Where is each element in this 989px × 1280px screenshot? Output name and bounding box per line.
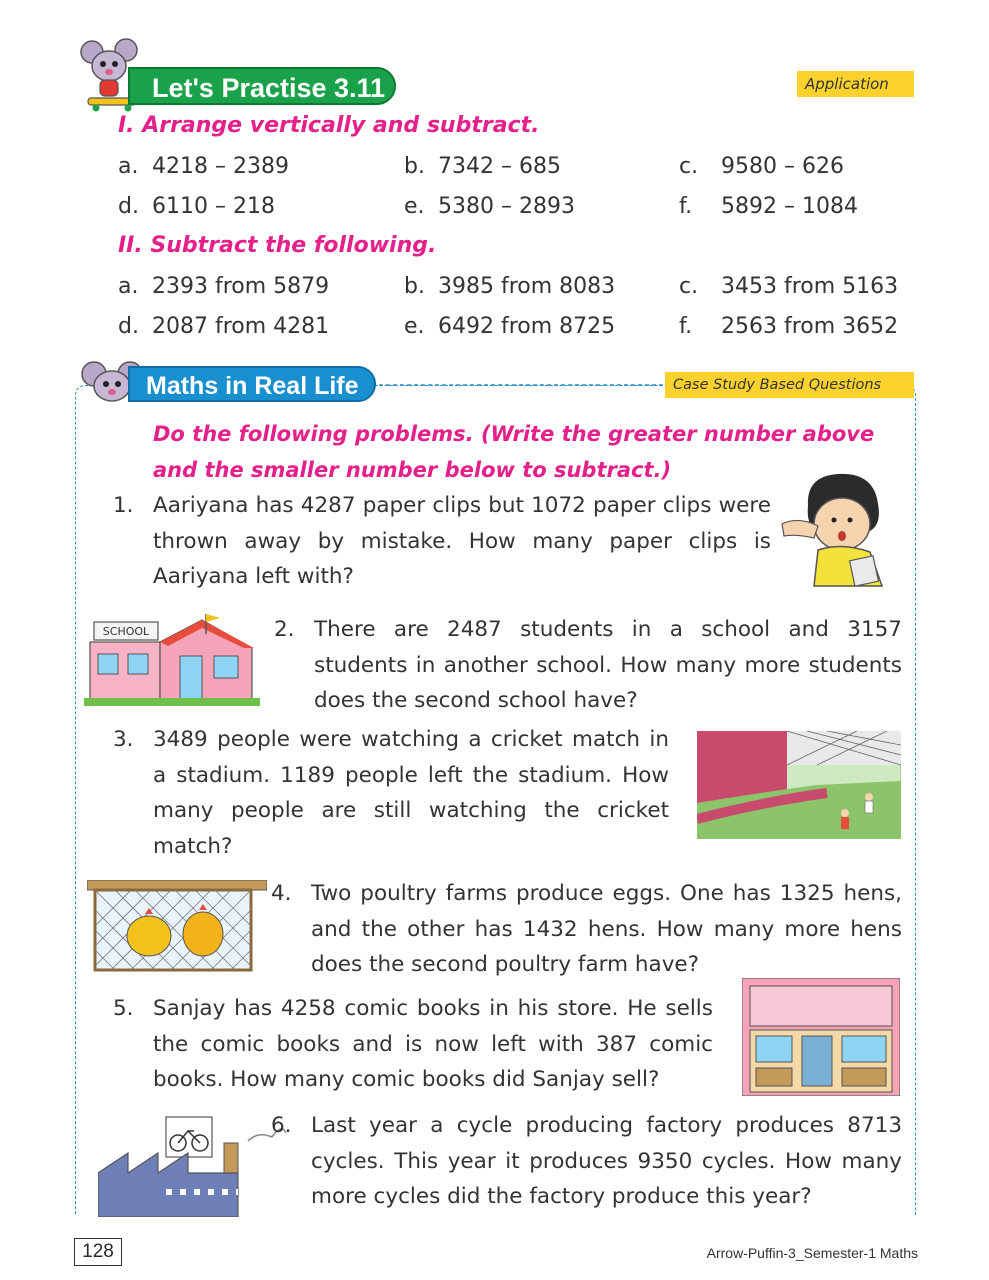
real-life-title-banner: Maths in Real Life [128,366,376,402]
exercise-item: e. 6492 from 8725 [404,314,616,339]
exercise-item: c. 3453 from 5163 [679,274,899,299]
section-1-heading: I. Arrange vertically and subtract. [118,113,540,138]
school-sign-text: SCHOOL [102,625,150,638]
section-2-heading: II. Subtract the following. [118,233,437,258]
real-life-instruction: Do the following problems. (Write the greater number above and the smaller number below to subtract.) [153,422,875,482]
cricket-stadium-illustration [697,731,901,839]
poultry-cage-illustration [87,880,267,976]
cycle-factory-illustration [98,1113,288,1217]
problem-2: 2. There are 2487 students in a school and 3157 students in another school. How many more students does the second school have? [274,617,902,713]
thinking-boy-illustration [778,466,902,590]
exercise-item: e. 5380 – 2893 [404,194,575,219]
exercise-item: c. 9580 – 626 [679,154,844,179]
page-number: 128 [74,1238,122,1266]
exercise-item: f. 5892 – 1084 [679,194,858,219]
exercise-item: a. 2393 from 5879 [118,274,330,299]
problem-6: 6. Last year a cycle producing factory produces 8713 cycles. This year it produces 9350 cycles. How many more cycles did the factory produce this year? [271,1113,902,1209]
dotted-connector-line [372,383,667,387]
practise-title-banner: Let's Practise 3.11 [128,67,396,105]
problem-5: 5. Sanjay has 4258 comic books in his store. He sells the comic books and is now left with 387 comic books. How many comic books did Sanjay sell? [113,996,713,1092]
problem-1: 1. Aariyana has 4287 paper clips but 1072 paper clips were thrown away by mistake. How many paper clips is Aariyana left with? [113,493,771,589]
exercise-item: f. 2563 from 3652 [679,314,899,339]
exercise-item: a. 4218 – 2389 [118,154,289,179]
application-tag: Application [797,71,914,97]
problem-3: 3. 3489 people were watching a cricket match in a stadium. 1189 people left the stadium. How many people are still watching the cricket match? [113,727,669,859]
exercise-item: b. 3985 from 8083 [404,274,616,299]
exercise-item: b. 7342 – 685 [404,154,561,179]
comic-book-store-illustration [742,978,900,1096]
case-study-tag: Case Study Based Questions [665,372,914,398]
exercise-item: d. 2087 from 4281 [118,314,330,339]
problem-4: 4. Two poultry farms produce eggs. One has 1325 hens, and the other has 1432 hens. How many more hens does the second poultry farm have? [271,881,902,977]
exercise-item: d. 6110 – 218 [118,194,275,219]
book-footer: Arrow-Puffin-3_Semester-1 Maths [706,1245,918,1261]
school-building-illustration [84,608,264,708]
